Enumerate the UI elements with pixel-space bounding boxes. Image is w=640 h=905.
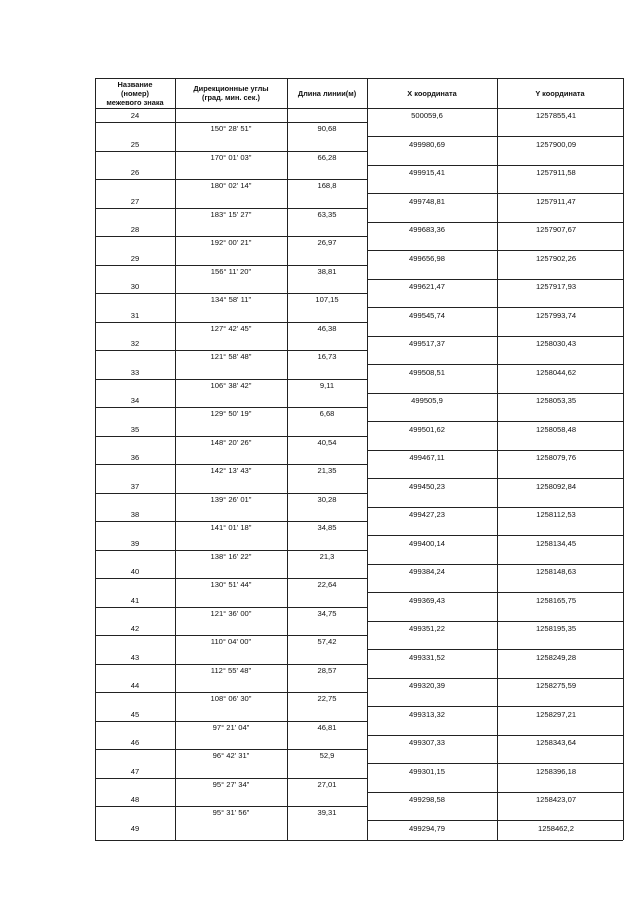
row-border-left bbox=[95, 578, 367, 579]
row-border-left bbox=[95, 806, 367, 807]
point-name: 42 bbox=[130, 624, 140, 633]
line-length: 16,73 bbox=[317, 352, 337, 361]
row-border-left bbox=[95, 635, 367, 636]
x-coordinate: 499501,62 bbox=[409, 424, 445, 434]
row-border-left bbox=[95, 607, 367, 608]
row-border-left bbox=[95, 521, 367, 522]
y-coordinate: 1257911,47 bbox=[536, 196, 576, 206]
row-border-left bbox=[95, 464, 367, 465]
row-border-right bbox=[367, 621, 623, 622]
x-coordinate: 499505,9 bbox=[411, 396, 443, 405]
direction-angle: 127° 42' 45" bbox=[210, 323, 252, 333]
line-length: 27,01 bbox=[317, 779, 337, 789]
x-coordinate: 499508,51 bbox=[409, 367, 445, 377]
point-name: 37 bbox=[130, 481, 140, 491]
y-coordinate: 1258092,84 bbox=[535, 481, 577, 491]
row-border-right bbox=[367, 678, 623, 679]
row-border-left bbox=[95, 122, 367, 123]
row-border-left bbox=[95, 151, 367, 152]
point-name: 39 bbox=[130, 538, 140, 548]
x-coordinate: 499351,22 bbox=[409, 624, 445, 633]
row-border-right bbox=[367, 307, 623, 308]
point-name: 43 bbox=[130, 652, 140, 662]
x-coordinate: 499313,32 bbox=[409, 709, 445, 719]
y-coordinate: 1258343,64 bbox=[535, 738, 577, 747]
row-border-left bbox=[95, 208, 367, 209]
row-border-right bbox=[367, 735, 623, 736]
y-coordinate: 1258053,35 bbox=[535, 396, 577, 405]
x-coordinate: 499748,81 bbox=[409, 196, 445, 206]
line-length: 52,9 bbox=[319, 751, 335, 760]
row-border-left bbox=[95, 407, 367, 408]
row-border-right bbox=[367, 250, 623, 251]
row-border-right bbox=[367, 592, 623, 593]
y-coordinate: 1258275,59 bbox=[535, 681, 577, 690]
direction-angle: 130° 51' 44" bbox=[210, 580, 252, 589]
x-coordinate: 499656,98 bbox=[409, 253, 445, 263]
direction-angle: 108° 06' 30" bbox=[210, 694, 252, 703]
row-border-right bbox=[367, 535, 623, 536]
row-border-right bbox=[367, 450, 623, 451]
direction-angle: 112° 55' 48" bbox=[210, 665, 252, 675]
direction-angle: 139° 26' 01" bbox=[210, 494, 252, 504]
row-border-left bbox=[95, 664, 367, 665]
row-border-right bbox=[367, 792, 623, 793]
row-border-left bbox=[95, 749, 367, 750]
direction-angle: 183° 15' 27" bbox=[210, 209, 252, 219]
direction-angle: 138° 16' 22" bbox=[210, 551, 252, 561]
point-name: 30 bbox=[130, 282, 140, 291]
direction-angle: 170° 01' 03" bbox=[210, 152, 252, 162]
row-border-right bbox=[367, 222, 623, 223]
point-name: 35 bbox=[130, 424, 140, 434]
direction-angle: 110° 04' 00" bbox=[210, 637, 252, 646]
row-border-right bbox=[367, 193, 623, 194]
direction-angle: 97° 21' 04" bbox=[212, 722, 250, 732]
x-coordinate: 499294,79 bbox=[409, 823, 445, 833]
table-border-bottom bbox=[95, 840, 623, 841]
header-border bbox=[95, 108, 623, 109]
point-name: 46 bbox=[130, 738, 140, 747]
row-border-left bbox=[95, 293, 367, 294]
point-name: 27 bbox=[130, 196, 140, 206]
x-coordinate: 499307,33 bbox=[409, 738, 445, 747]
y-coordinate: 1257900,09 bbox=[535, 139, 577, 149]
direction-angle: 121° 36' 00" bbox=[210, 608, 252, 618]
point-name: 45 bbox=[130, 709, 140, 719]
direction-angle: 134° 58' 11" bbox=[210, 295, 252, 304]
y-coordinate: 1257911,58 bbox=[536, 168, 576, 177]
x-coordinate: 499450,23 bbox=[409, 481, 445, 491]
y-coordinate: 1257902,26 bbox=[535, 253, 577, 263]
point-name: 28 bbox=[130, 225, 140, 234]
point-name: 32 bbox=[130, 339, 140, 348]
line-length: 22,64 bbox=[317, 580, 337, 589]
row-border-right bbox=[367, 507, 623, 508]
header-direction-angle: Дирекционные углы (град. мин. сек.) bbox=[193, 84, 269, 102]
x-coordinate: 499320,39 bbox=[409, 681, 445, 690]
direction-angle: 141° 01' 18" bbox=[210, 523, 252, 532]
x-coordinate: 499400,14 bbox=[409, 538, 445, 548]
x-coordinate: 499427,23 bbox=[409, 510, 445, 519]
x-coordinate: 499621,47 bbox=[409, 282, 445, 291]
point-name: 26 bbox=[130, 168, 140, 177]
row-border-left bbox=[95, 692, 367, 693]
header-point-name: Название (номер) межевого знака bbox=[106, 79, 164, 107]
point-name: 24 bbox=[130, 111, 140, 120]
x-coordinate: 500059,6 bbox=[411, 111, 443, 120]
direction-angle: 150° 28' 51" bbox=[210, 124, 252, 133]
line-length: 90,68 bbox=[317, 124, 337, 133]
direction-angle: 121° 58' 48" bbox=[210, 352, 252, 361]
line-length: 9,11 bbox=[319, 380, 335, 390]
row-border-left bbox=[95, 778, 367, 779]
column-border bbox=[623, 78, 624, 840]
line-length: 6,68 bbox=[319, 409, 335, 418]
y-coordinate: 1258058,48 bbox=[535, 424, 577, 434]
row-border-left bbox=[95, 493, 367, 494]
y-coordinate: 1257855,41 bbox=[535, 111, 577, 120]
line-length: 30,28 bbox=[317, 494, 337, 504]
direction-angle: 129° 50' 19" bbox=[210, 409, 252, 418]
y-coordinate: 1258030,43 bbox=[535, 339, 577, 348]
y-coordinate: 1257907,67 bbox=[535, 225, 577, 234]
line-length: 57,42 bbox=[317, 637, 337, 646]
direction-angle: 148° 20' 26" bbox=[210, 437, 252, 447]
point-name: 33 bbox=[130, 367, 140, 377]
row-border-right bbox=[367, 364, 623, 365]
point-name: 34 bbox=[130, 396, 140, 405]
point-name: 47 bbox=[130, 766, 140, 776]
x-coordinate: 499301,15 bbox=[409, 766, 445, 776]
x-coordinate: 499384,24 bbox=[409, 567, 445, 576]
x-coordinate: 499298,58 bbox=[409, 795, 445, 804]
row-border-right bbox=[367, 279, 623, 280]
header-y-coordinate: Y координата bbox=[535, 88, 585, 98]
y-coordinate: 1258134,45 bbox=[535, 538, 577, 548]
row-border-left bbox=[95, 379, 367, 380]
y-coordinate: 1258249,28 bbox=[535, 652, 577, 662]
y-coordinate: 1258423,07 bbox=[535, 795, 577, 804]
line-length: 46,81 bbox=[317, 722, 337, 732]
row-border-right bbox=[367, 649, 623, 650]
line-length: 40,54 bbox=[317, 437, 337, 447]
line-length: 38,81 bbox=[317, 266, 337, 276]
row-border-right bbox=[367, 763, 623, 764]
x-coordinate: 499545,74 bbox=[409, 310, 445, 320]
direction-angle: 192° 00' 21" bbox=[210, 238, 252, 247]
y-coordinate: 1257993,74 bbox=[535, 310, 577, 320]
row-border-right bbox=[367, 478, 623, 479]
row-border-left bbox=[95, 322, 367, 323]
point-name: 40 bbox=[130, 567, 140, 576]
y-coordinate: 1258044,62 bbox=[535, 367, 577, 377]
point-name: 44 bbox=[130, 681, 140, 690]
y-coordinate: 1258396,18 bbox=[535, 766, 577, 776]
row-border-left bbox=[95, 436, 367, 437]
x-coordinate: 499369,43 bbox=[409, 595, 445, 605]
row-border-left bbox=[95, 236, 367, 237]
line-length: 34,85 bbox=[317, 523, 337, 532]
direction-angle: 180° 02' 14" bbox=[210, 181, 252, 190]
direction-angle: 156° 11' 20" bbox=[210, 266, 252, 276]
point-name: 31 bbox=[130, 310, 140, 320]
point-name: 29 bbox=[130, 253, 140, 263]
line-length: 168,8 bbox=[317, 181, 337, 190]
line-length: 66,28 bbox=[317, 152, 337, 162]
row-border-right bbox=[367, 165, 623, 166]
direction-angle: 96° 42' 31" bbox=[212, 751, 250, 760]
line-length: 22,75 bbox=[317, 694, 337, 703]
header-x-coordinate: X координата bbox=[407, 88, 457, 98]
line-length: 107,15 bbox=[315, 295, 339, 304]
boundary-coordinates-table bbox=[95, 78, 623, 840]
row-border-right bbox=[367, 706, 623, 707]
point-name: 49 bbox=[130, 823, 140, 833]
line-length: 28,57 bbox=[317, 665, 337, 675]
header-line-length: Длина линии(м) bbox=[297, 88, 357, 98]
row-border-right bbox=[367, 421, 623, 422]
row-border-right bbox=[367, 336, 623, 337]
x-coordinate: 499915,41 bbox=[409, 168, 445, 177]
point-name: 38 bbox=[130, 510, 140, 519]
line-length: 21,35 bbox=[317, 466, 337, 475]
row-border-left bbox=[95, 721, 367, 722]
row-border-right bbox=[367, 564, 623, 565]
row-border-right bbox=[367, 393, 623, 394]
y-coordinate: 1258148,63 bbox=[535, 567, 577, 576]
row-border-left bbox=[95, 350, 367, 351]
point-name: 36 bbox=[130, 453, 140, 462]
y-coordinate: 1258079,76 bbox=[535, 453, 577, 462]
x-coordinate: 499467,11 bbox=[409, 453, 445, 462]
line-length: 46,38 bbox=[317, 323, 337, 333]
y-coordinate: 1258195,35 bbox=[535, 624, 577, 633]
point-name: 25 bbox=[130, 139, 140, 149]
row-border-right bbox=[367, 820, 623, 821]
x-coordinate: 499683,36 bbox=[409, 225, 445, 234]
point-name: 41 bbox=[130, 595, 140, 605]
point-name: 48 bbox=[130, 795, 140, 804]
line-length: 63,35 bbox=[317, 209, 337, 219]
x-coordinate: 499980,69 bbox=[409, 139, 445, 149]
line-length: 21,3 bbox=[319, 551, 335, 561]
row-border-left bbox=[95, 179, 367, 180]
direction-angle: 95° 27' 34" bbox=[212, 779, 250, 789]
row-border-right bbox=[367, 136, 623, 137]
y-coordinate: 1258165,75 bbox=[535, 595, 577, 605]
y-coordinate: 1258112,53 bbox=[536, 510, 576, 519]
row-border-left bbox=[95, 265, 367, 266]
row-border-left bbox=[95, 550, 367, 551]
x-coordinate: 499517,37 bbox=[409, 339, 445, 348]
direction-angle: 142° 13' 43" bbox=[210, 466, 252, 475]
direction-angle: 95° 31' 56" bbox=[212, 808, 250, 817]
direction-angle: 106° 38' 42" bbox=[210, 380, 252, 390]
y-coordinate: 1258462,2 bbox=[538, 823, 574, 833]
y-coordinate: 1257917,93 bbox=[535, 282, 577, 291]
table-border-top bbox=[95, 78, 623, 79]
line-length: 34,75 bbox=[317, 608, 337, 618]
x-coordinate: 499331,52 bbox=[409, 652, 445, 662]
y-coordinate: 1258297,21 bbox=[535, 709, 577, 719]
line-length: 26,97 bbox=[317, 238, 337, 247]
line-length: 39,31 bbox=[317, 808, 337, 817]
